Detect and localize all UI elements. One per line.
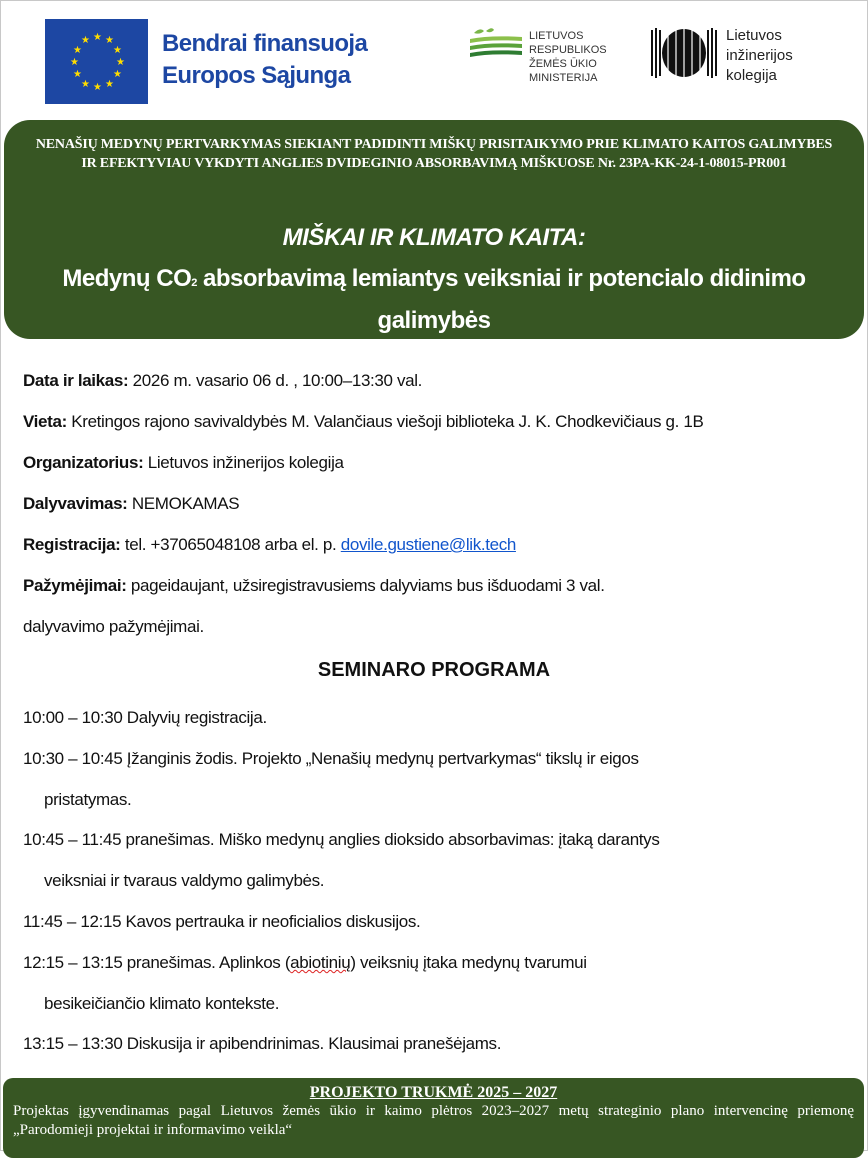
program-item-cont: pristatymas. [44,789,132,809]
info-label: Registracija: [23,535,121,554]
subtitle-part: Medynų CO [62,265,192,292]
info-registration [23,533,858,574]
info-value: Lietuvos inžinerijos kolegija [143,453,344,472]
program-text: 12:15 – 13:15 pranešimas. Aplinkos ( [23,952,291,972]
college-line: kolegija [726,67,777,84]
program-item: 10:00 – 10:30 Dalyvių registracija. [23,708,267,727]
ministry-line: RESPUBLIKOS [529,44,607,56]
program-list [23,706,858,1073]
college-logo-icon [650,26,718,80]
info-value: NEMOKAMAS [127,494,240,513]
project-title: NENAŠIŲ MEDYNŲ PERTVARKYMAS SIEKIANT PADIDINTI MIŠKŲ PRISITAIKYMO PRIE KLIMATO KAITOS GALIMYBES IR EFEKTYVIAU VYKDYTI ANGLIES DVIDEGINIO ABSORBAVIMĄ MIŠKUOSE Nr. 23PA-KK-24-1-08015-PR001 [35,137,833,171]
college-text [726,26,793,86]
ministry-line: LIETUVOS [529,30,584,42]
program-item: 10:45 – 11:45 pranešimas. Miško medynų anglies dioksido absorbavimas: įtaką darantys [23,830,660,850]
ministry-line: ŽEMĖS ŪKIO [529,58,597,70]
program-item-cont: veiksniai ir tvaraus valdymo galimybės. [44,871,325,891]
program-title: SEMINARO PROGRAMA [317,659,551,681]
footer-title: PROJEKTO TRUKMĖ 2025 – 2027 [309,1084,558,1101]
info-value: tel. +37065048108 arba el. p. [120,535,341,554]
program-item: 11:45 – 12:15 Kavos pertrauka ir neoficialios diskusijos. [23,911,421,931]
subtitle-subscript: 2 [191,277,197,289]
info-label: Organizatorius: [23,453,144,472]
info-date [23,369,858,410]
info-label: Pažymėjimai: [23,576,127,595]
info-value: pageidaujant, užsiregistravusiems dalyviams bus išduodami 3 val. [126,576,605,595]
program-item [23,951,858,992]
program-item-cont: besikeičiančio klimato kontekste. [44,993,280,1013]
ministry-text [529,29,607,85]
program-item: 13:15 – 13:30 Diskusija ir apibendrinimas. Klausimai pranešėjams. [23,1034,502,1054]
info-place [23,410,858,451]
ministry-logo-icon [470,27,522,61]
program-item: 10:30 – 10:45 Įžanginis žodis. Projekto „Nenašių medynų pertvarkymas“ tikslų ir eigos [23,748,639,768]
footer-text: Projektas įgyvendinamas pagal Lietuvos žemės ūkio ir kaimo plėtros 2023–2027 metų strateginio plano intervencinę priemonę „Parodomieji projektai ir informavimo veikla“ [13,1103,854,1138]
info-label: Vieta: [23,412,67,431]
eu-text-line: Bendrai finansuoja [162,30,368,57]
info-label: Data ir laikas: [23,371,129,390]
info-certificates [23,574,858,615]
eu-flag-logo: ★ ★ ★ ★ ★ ★ ★ ★ ★ ★ ★ ★ [45,19,148,104]
info-label: Dalyvavimas: [23,494,128,513]
subtitle-part: absorbavimą lemiantys veiksniai ir potencialo didinimo galimybės [196,265,806,334]
spellcheck-word: abiotinių [290,952,351,972]
info-participation [23,492,858,533]
eu-text-line: Europos Sąjunga [162,62,351,89]
event-subtitle [14,260,854,340]
college-line: Lietuvos [726,27,782,44]
event-info [23,369,858,656]
event-title: MIŠKAI IR KLIMATO KAITA: [282,224,586,251]
info-organizer [23,451,858,492]
ministry-line: MINISTERIJA [529,72,598,84]
info-certificates-cont: dalyvavimo pažymėjimai. [23,617,204,636]
college-line: inžinerijos [726,47,793,64]
info-value: Kretingos rajono savivaldybės M. Valančiaus viešoji biblioteka J. K. Chodkevičiaus g. 1B [66,412,704,431]
email-link[interactable]: dovile.gustiene@lik.tech [340,535,516,554]
eu-cofunded-text [162,28,367,92]
footer-banner [3,1078,864,1158]
program-text: ) veiksnių įtaka medynų tvarumui [350,952,587,972]
info-value: 2026 m. vasario 06 d. , 10:00–13:30 val. [128,371,423,390]
title-banner [4,120,864,339]
